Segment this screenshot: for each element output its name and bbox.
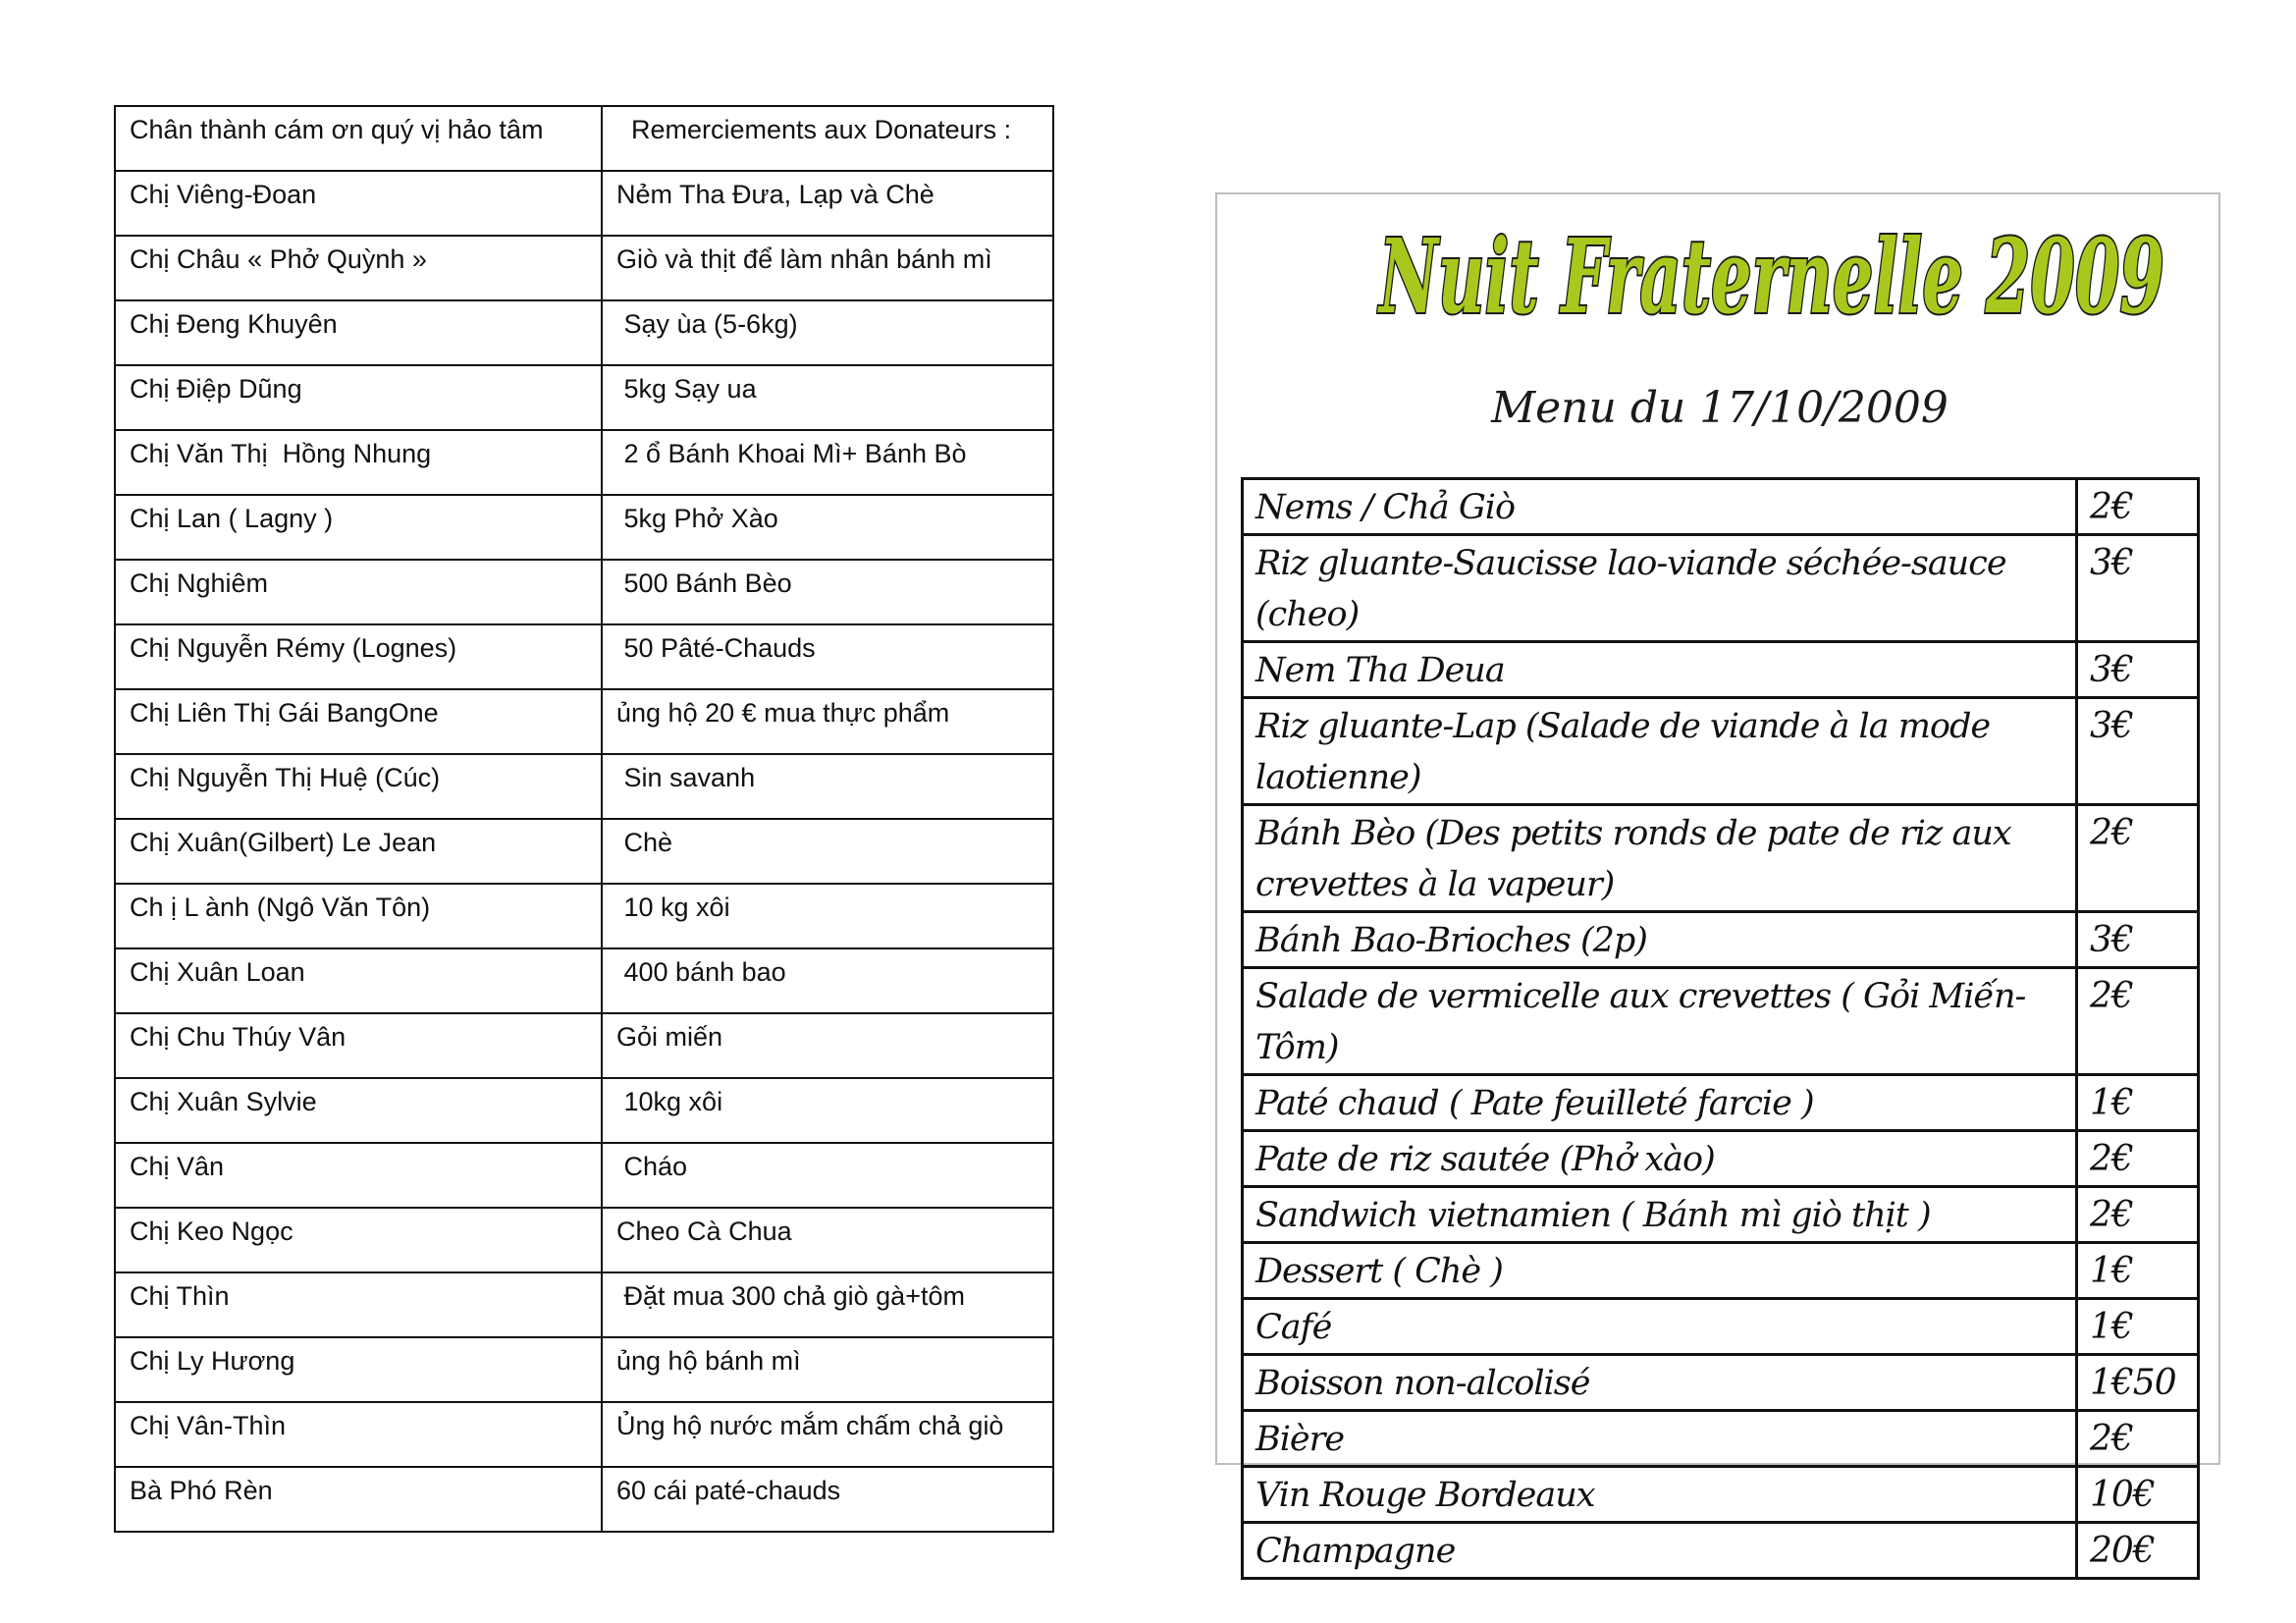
donor-gift: Nẻm Tha Đưa, Lạp và Chè [602,171,1053,236]
donor-name: Chị Nguyễn Rémy (Lognes) [115,624,602,689]
menu-item-price: 10€ [2077,1467,2199,1523]
donor-header-fr: Remerciements aux Donateurs : [602,106,1053,171]
donor-row [115,236,1053,300]
donor-row [115,430,1053,495]
menu-row [1243,912,2199,968]
menu-row [1243,1243,2199,1299]
donor-row [115,754,1053,819]
menu-item-name: Bánh Bao-Brioches (2p) [1243,912,2077,968]
menu-item-price: 1€ [2077,1243,2199,1299]
donor-name: Bà Phó Rèn [115,1467,602,1532]
donor-row [115,948,1053,1013]
menu-item-name: Bánh Bèo (Des petits ronds de pate de riz aux crevettes à la vapeur) [1243,805,2077,912]
donor-name: Chị Vân [115,1143,602,1208]
menu-row [1243,1467,2199,1523]
menu-item-name: Nem Tha Deua [1243,642,2077,698]
donor-gift: Sạy ùa (5-6kg) [602,300,1053,365]
donor-gift: 50 Pâté-Chauds [602,624,1053,689]
menu-row [1243,1523,2199,1579]
menu-item-price: 3€ [2077,642,2199,698]
menu-item-price: 1€ [2077,1075,2199,1131]
donor-row [115,495,1053,560]
donor-gift: 2 ổ Bánh Khoai Mì+ Bánh Bò [602,430,1053,495]
donor-row [115,1402,1053,1467]
donor-header-vi: Chân thành cám ơn quý vị hảo tâm [115,106,602,171]
donor-name: Chị Xuân Loan [115,948,602,1013]
menu-date: Menu du 17/10/2009 [1491,383,1949,433]
menu-item-name: Vin Rouge Bordeaux [1243,1467,2077,1523]
donor-gift: Cháo [602,1143,1053,1208]
menu-panel [1215,192,2220,1571]
donor-name: Chị Chu Thúy Vân [115,1013,602,1078]
menu-item-name: Sandwich vietnamien ( Bánh mì giò thịt ) [1243,1187,2077,1243]
donor-row [115,171,1053,236]
menu-item-name: Champagne [1243,1523,2077,1579]
menu-item-price: 20€ [2077,1523,2199,1579]
donor-name: Chị Keo Ngọc [115,1208,602,1272]
menu-row [1243,535,2199,642]
menu-title [1364,194,2179,371]
menu-item-price: 3€ [2077,912,2199,968]
donor-name: Chị Xuân(Gilbert) Le Jean [115,819,602,884]
donor-name: Chị Điệp Dũng [115,365,602,430]
donor-name: Chị Liên Thị Gái BangOne [115,689,602,754]
donor-gift: Giò và thịt để làm nhân bánh mì [602,236,1053,300]
donor-name: Chị Vân-Thìn [115,1402,602,1467]
menu-row [1243,1411,2199,1467]
menu-item-name: Boisson non-alcolisé [1243,1355,2077,1411]
donor-gift: ủng hộ 20 € mua thực phẩm [602,689,1053,754]
menu-item-name: Nems / Chả Giò [1243,479,2077,535]
donor-name: Chị Nghiêm [115,560,602,624]
donor-gift: 500 Bánh Bèo [602,560,1053,624]
donor-name: Chị Lan ( Lagny ) [115,495,602,560]
donor-name: Chị Châu « Phở Quỳnh » [115,236,602,300]
donor-gift: Chè [602,819,1053,884]
donor-gift: Đặt mua 300 chả giò gà+tôm [602,1272,1053,1337]
menu-row [1243,1075,2199,1131]
menu-item-price: 3€ [2077,698,2199,805]
menu-row [1243,479,2199,535]
donor-table-body [115,106,1053,1532]
donor-header-row [115,106,1053,171]
menu-item-price: 2€ [2077,805,2199,912]
menu-row [1243,698,2199,805]
menu-item-price: 3€ [2077,535,2199,642]
donor-row [115,300,1053,365]
menu-table [1241,477,2200,1580]
donor-name: Chị Thìn [115,1272,602,1337]
donor-row [115,1143,1053,1208]
donor-name: Chị Ly Hương [115,1337,602,1402]
donor-gift: 400 bánh bao [602,948,1053,1013]
donor-row [115,1337,1053,1402]
menu-item-name: Dessert ( Chè ) [1243,1243,2077,1299]
menu-item-name: Paté chaud ( Pate feuilleté farcie ) [1243,1075,2077,1131]
menu-row [1243,642,2199,698]
donor-row [115,1208,1053,1272]
donor-row [115,819,1053,884]
menu-table-body [1243,479,2199,1579]
donor-row [115,365,1053,430]
menu-item-price: 2€ [2077,968,2199,1075]
donor-name: Chị Đeng Khuyên [115,300,602,365]
menu-row [1243,968,2199,1075]
donor-row [115,624,1053,689]
menu-item-name: Riz gluante-Saucisse lao-viande séchée-sauce (cheo) [1243,535,2077,642]
menu-title-art [1364,194,2179,371]
menu-item-price: 2€ [2077,1187,2199,1243]
menu-item-price: 1€50 [2077,1355,2199,1411]
donor-table [114,105,1054,1533]
menu-item-price: 2€ [2077,1411,2199,1467]
donor-row [115,560,1053,624]
menu-item-name: Café [1243,1299,2077,1355]
donor-gift: Cheo Cà Chua [602,1208,1053,1272]
donor-gift: 5kg Sạy ua [602,365,1053,430]
menu-row [1243,1355,2199,1411]
menu-item-name: Bière [1243,1411,2077,1467]
menu-row [1243,1299,2199,1355]
menu-item-name: Pate de riz sautée (Phở xào) [1243,1131,2077,1187]
donor-row [115,1078,1053,1143]
donor-gift: 10 kg xôi [602,884,1053,948]
donor-row [115,884,1053,948]
donor-gift: Gỏi miến [602,1013,1053,1078]
donor-gift: 5kg Phở Xào [602,495,1053,560]
donor-gift: 10kg xôi [602,1078,1053,1143]
donor-name: Chị Xuân Sylvie [115,1078,602,1143]
menu-item-price: 2€ [2077,1131,2199,1187]
donor-name: Ch ị L ành (Ngô Văn Tôn) [115,884,602,948]
donor-row [115,1272,1053,1337]
donor-gift: 60 cái paté-chauds [602,1467,1053,1532]
menu-row [1243,1131,2199,1187]
donor-name: Chị Văn Thị Hồng Nhung [115,430,602,495]
menu-item-price: 2€ [2077,479,2199,535]
donor-row [115,689,1053,754]
menu-title-text: Nuit Fraternelle 2009 [1377,216,2164,337]
donor-name: Chị Viêng-Đoan [115,171,602,236]
donor-gift: Sin savanh [602,754,1053,819]
donor-row [115,1467,1053,1532]
donor-gift: ủng hộ bánh mì [602,1337,1053,1402]
menu-item-name: Riz gluante-Lap (Salade de viande à la mode laotienne) [1243,698,2077,805]
menu-row [1243,805,2199,912]
donor-row [115,1013,1053,1078]
menu-item-price: 1€ [2077,1299,2199,1355]
menu-item-name: Salade de vermicelle aux crevettes ( Gỏi Miến-Tôm) [1243,968,2077,1075]
menu-row [1243,1187,2199,1243]
donor-gift: Ủng hộ nước mắm chấm chả giò [602,1402,1053,1467]
donor-name: Chị Nguyễn Thị Huệ (Cúc) [115,754,602,819]
